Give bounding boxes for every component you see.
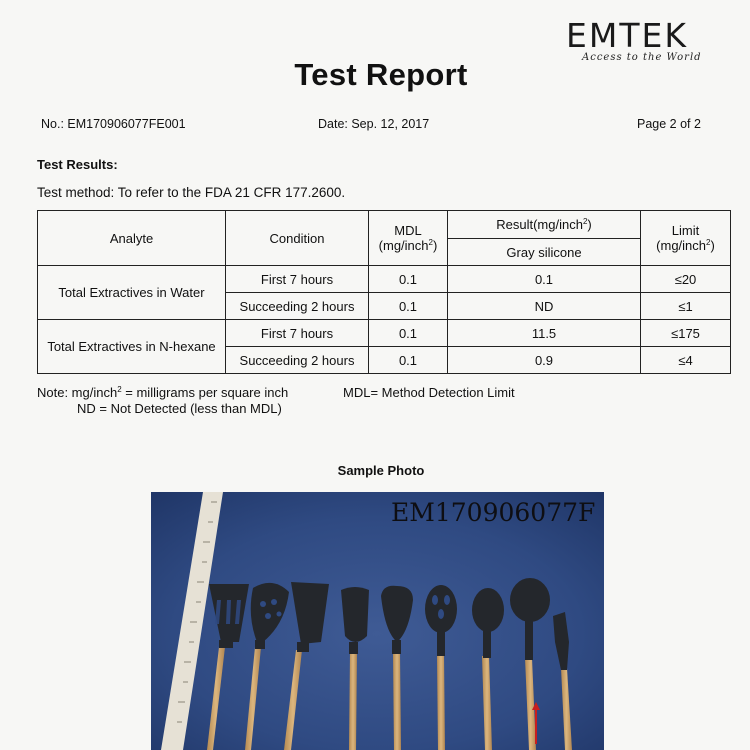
header-mdl-unit: (mg/inch$^2$) (378, 238, 438, 253)
header-limit-label: Limit (671, 223, 700, 238)
cell-result: 0.1 (448, 266, 641, 293)
test-method: Test method: To refer to the FDA 21 CFR 177.2600. (37, 185, 346, 200)
logo-tagline: Access to the World (582, 52, 702, 63)
page-number: Page 2 of 2 (637, 117, 701, 131)
note-units: Note: mg/inch$^2$ = milligrams per square inch (37, 385, 289, 400)
cell-limit: ≤4 (641, 347, 731, 374)
cell-limit: ≤1 (641, 293, 731, 320)
page-title: Test Report (294, 57, 468, 92)
cell-analyte: Total Extractives in N-hexane (38, 320, 226, 374)
report-number: No.: EM170906077FE001 (41, 117, 186, 131)
cell-mdl: 0.1 (369, 266, 448, 293)
cell-limit: ≤175 (641, 320, 731, 347)
cell-condition: Succeeding 2 hours (226, 293, 369, 320)
header-mdl-label: MDL (394, 223, 422, 238)
sample-photo (151, 492, 604, 750)
header-limit-unit: (mg/inch$^2$) (656, 238, 715, 253)
cell-result: ND (448, 293, 641, 320)
table-row (38, 266, 731, 293)
header-analyte: Analyte (38, 211, 226, 266)
results-table (37, 210, 731, 374)
table-row (38, 320, 731, 347)
cell-mdl: 0.1 (369, 347, 448, 374)
header-condition: Condition (226, 211, 369, 266)
section-title: Test Results: (37, 157, 118, 172)
photo-title: Sample Photo (337, 463, 425, 478)
cell-result: 11.5 (448, 320, 641, 347)
cell-result: 0.9 (448, 347, 641, 374)
sample-photo-image (151, 492, 604, 750)
cell-condition: First 7 hours (226, 266, 369, 293)
header-limit (641, 211, 731, 266)
cell-limit: ≤20 (641, 266, 731, 293)
cell-mdl: 0.1 (369, 293, 448, 320)
cell-condition: Succeeding 2 hours (226, 347, 369, 374)
cell-condition: First 7 hours (226, 320, 369, 347)
header-result-sample: Gray silicone (448, 239, 641, 266)
header-result: Result(mg/inch$^2$) (448, 211, 641, 239)
note-nd: ND = Not Detected (less than MDL) (77, 401, 282, 416)
cell-mdl: 0.1 (369, 320, 448, 347)
cell-analyte: Total Extractives in Water (38, 266, 226, 320)
header-mdl (369, 211, 448, 266)
note-mdl: MDL= Method Detection Limit (343, 385, 515, 400)
photo-sample-label: EM170906077F (391, 498, 596, 527)
logo-brand: EMTEK (566, 16, 688, 55)
report-date: Date: Sep. 12, 2017 (318, 117, 430, 131)
